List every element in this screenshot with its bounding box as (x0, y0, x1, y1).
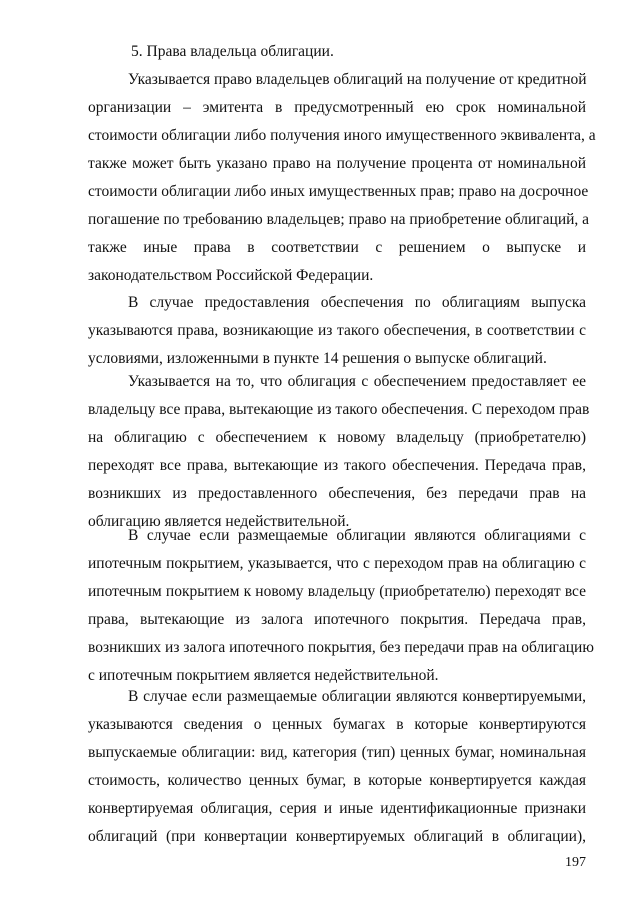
paragraph-security-provision (88, 289, 586, 373)
text-line: В случае если размещаемые облигации являются конвертируемыми, (128, 688, 586, 705)
text-line: возникших из залога ипотечного покрытия, без передачи прав на облигацию (88, 639, 594, 656)
text-line: В случае если размещаемые облигации являются облигациями с (128, 527, 586, 544)
text-line: стоимость, количество ценных бумаг, в которые конвертируется каждая (88, 772, 586, 789)
text-line: также может быть указано право на получение процента от номинальной (88, 155, 586, 172)
text-line: на облигацию с обеспечением к новому владельцу (приобретателю) (88, 429, 586, 446)
text-line: погашение по требованию владельцев; право на приобретение облигаций, а (88, 211, 590, 228)
text-line: условиями, изложенными в пункте 14 решения о выпуске облигаций. (88, 350, 547, 367)
text-line: переходят все права, вытекающие из такого обеспечения. Передача прав, (88, 457, 586, 474)
text-line: ипотечным покрытием, указывается, что с переходом прав на облигацию с (88, 555, 586, 572)
paragraph-owner-rights (88, 66, 596, 290)
text-line: облигацию является недействительной. (88, 513, 350, 530)
text-line: возникших из предоставленного обеспечения, без передачи прав на (88, 485, 586, 502)
text-line: с ипотечным покрытием является недействительной. (88, 667, 439, 684)
text-line: Указывается на то, что облигация с обеспечением предоставляет ее (128, 373, 586, 390)
paragraph-mortgage-coverage (88, 522, 594, 690)
text-line: также иные права в соответствии с решением о выпуске и (88, 239, 586, 256)
text-line: выпускаемые облигации: вид, категория (тип) ценных бумаг, номинальная (88, 744, 586, 761)
paragraph-secured-bond (88, 368, 590, 536)
paragraph-convertible-bonds (88, 683, 586, 851)
section-heading: 5. Права владельца облигации. (131, 43, 334, 60)
text-line: законодательством Российской Федерации. (88, 267, 374, 284)
text-line: облигаций (при конвертации конвертируемых облигаций в облигации), (88, 828, 586, 845)
text-line: Указывается право владельцев облигаций на получение от кредитной (128, 71, 587, 88)
text-line: ипотечным покрытием к новому владельцу (приобретателю) переходят все (88, 583, 586, 600)
page-number: 197 (565, 855, 586, 870)
text-line: стоимости облигации либо иных имущественных прав; право на досрочное (88, 183, 589, 200)
text-line: указываются сведения о ценных бумагах в которые конвертируются (88, 716, 586, 733)
text-line: стоимости облигации либо получения иного имущественного эквивалента, а (88, 127, 596, 144)
text-line: организации – эмитента в предусмотренный ею срок номинальной (88, 99, 586, 116)
text-line: владельцу все права, вытекающие из такого обеспечения. С переходом прав (88, 401, 590, 418)
text-line: указываются права, возникающие из такого обеспечения, в соответствии с (88, 322, 586, 339)
text-line: права, вытекающие из залога ипотечного покрытия. Передача прав, (88, 611, 586, 628)
text-line: В случае предоставления обеспечения по облигациям выпуска (128, 294, 586, 311)
text-line: конвертируемая облигация, серия и иные идентификационные признаки (88, 800, 586, 817)
